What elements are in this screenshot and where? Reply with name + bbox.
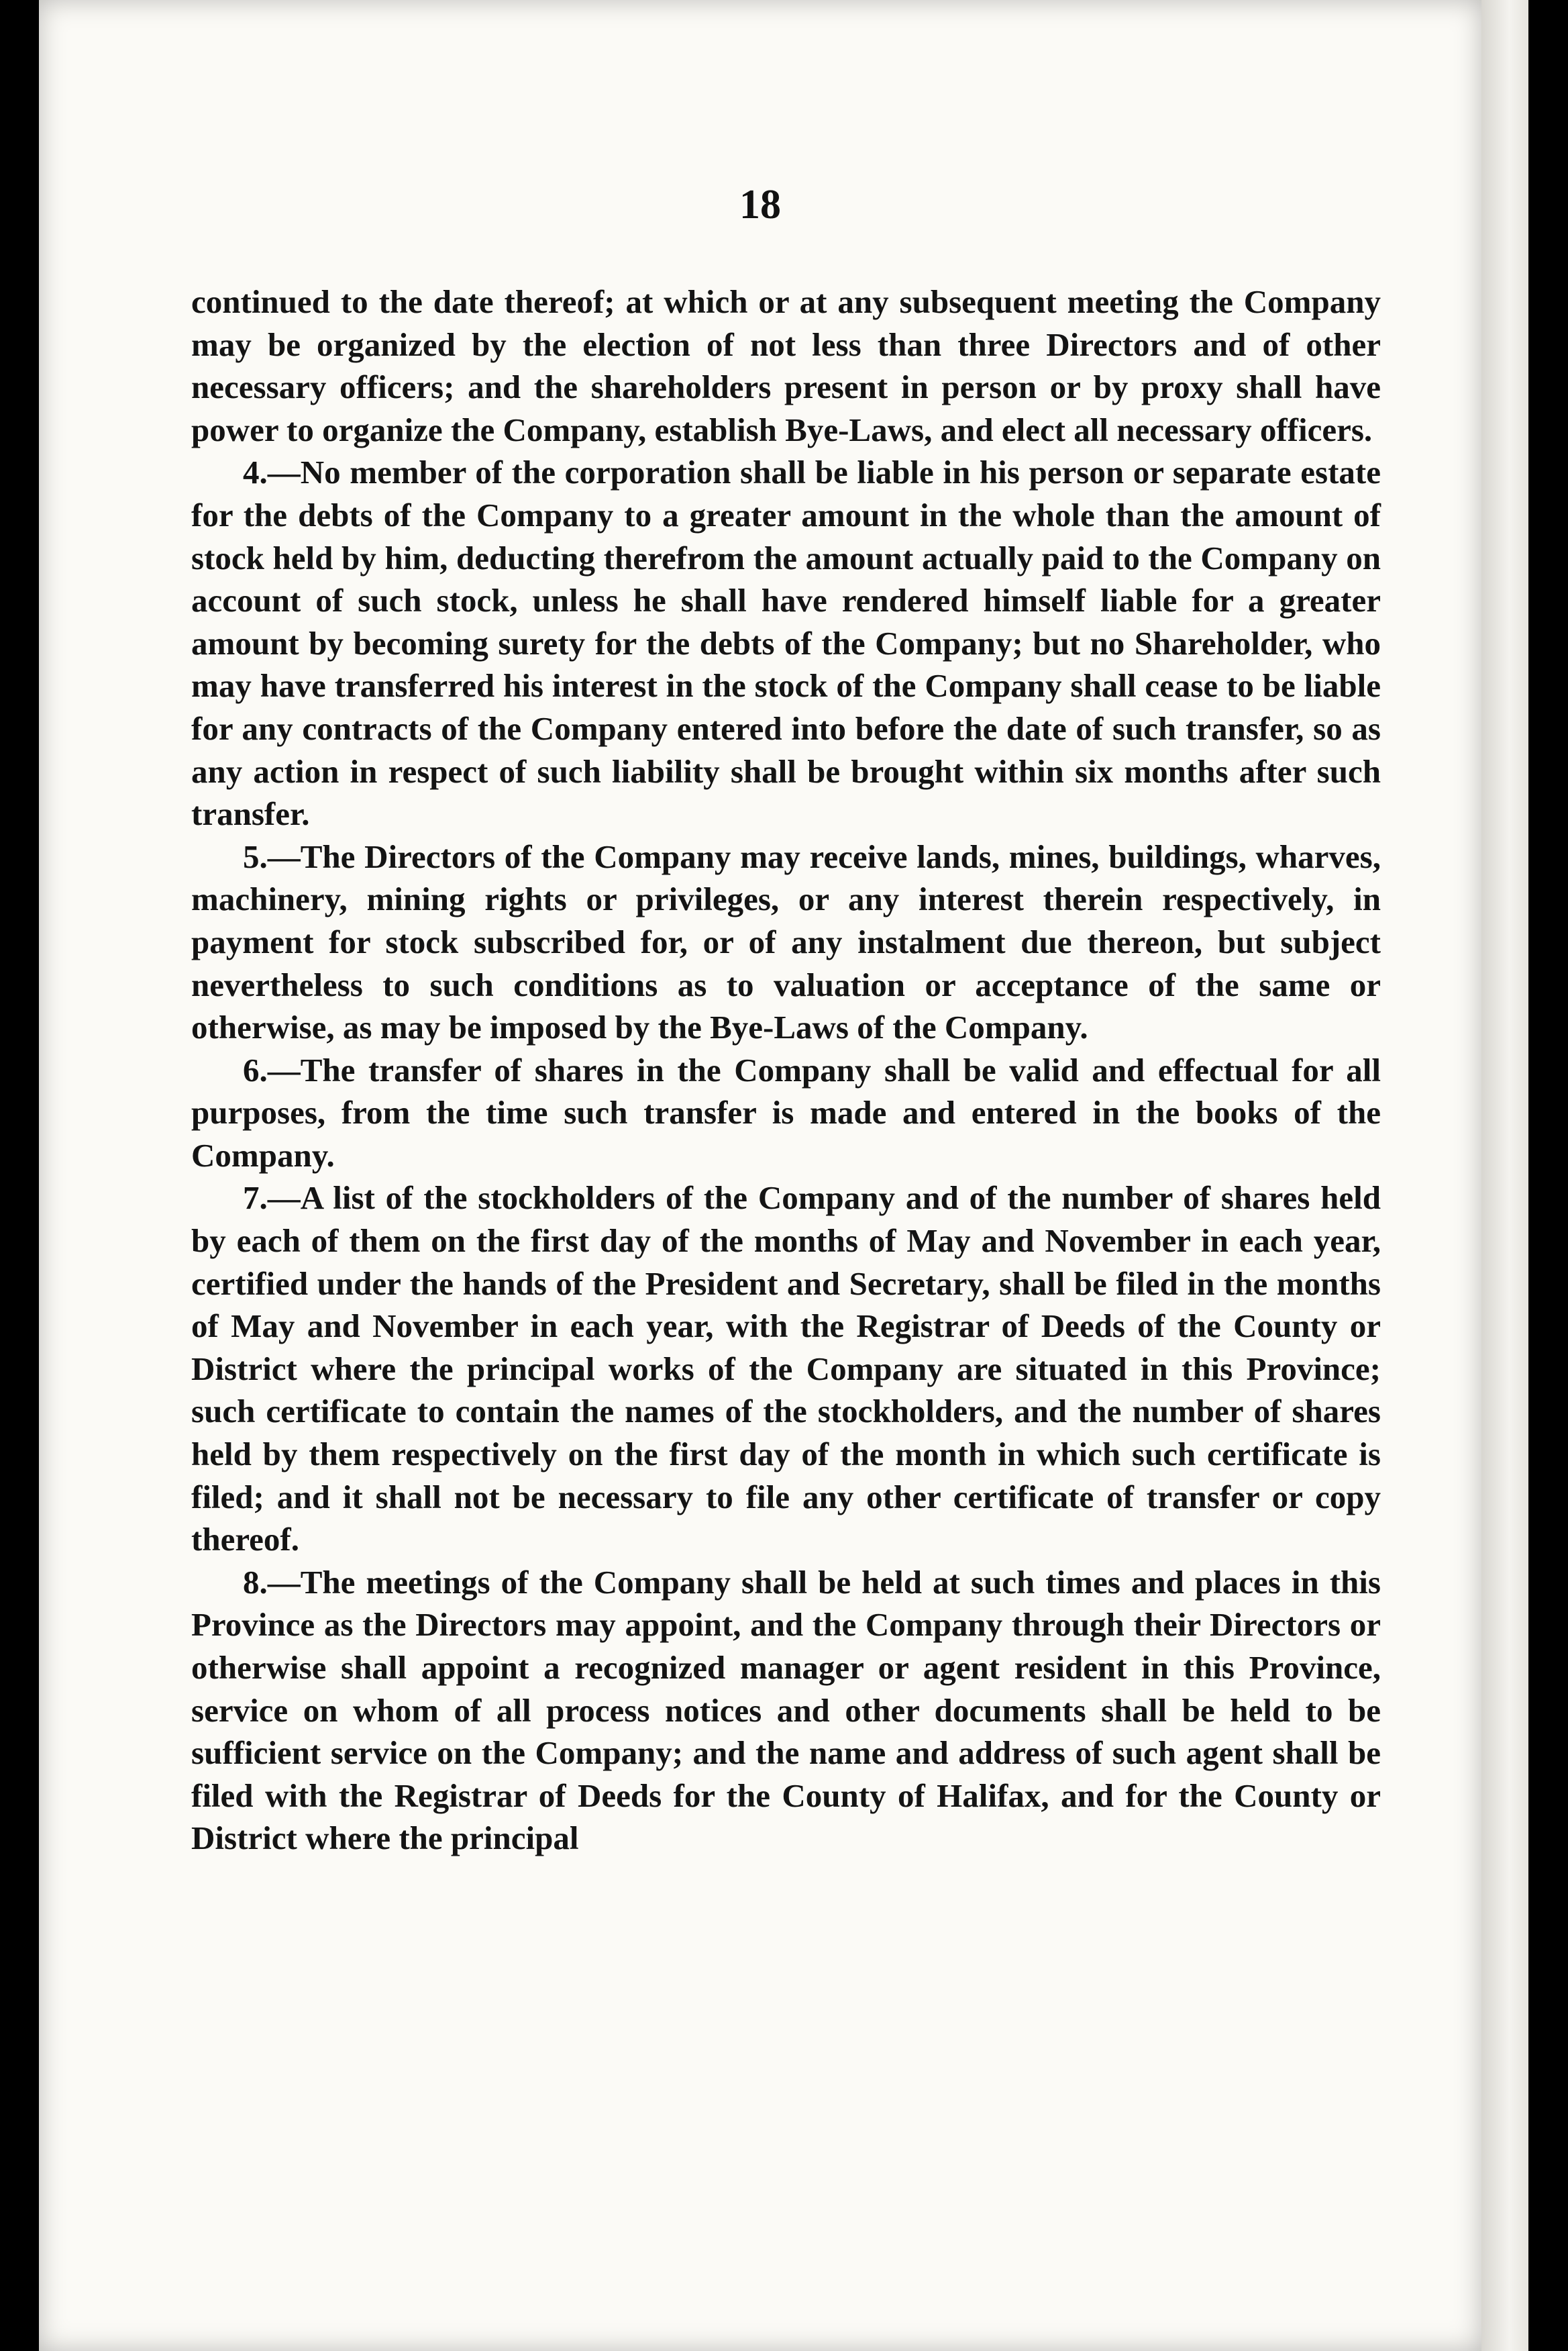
page-number: 18: [739, 182, 781, 228]
section-6: 6.—The transfer of shares in the Company shall be valid and effectual for all purposes, from the time such transfer is made and entered in the books of the Company.: [191, 1051, 1381, 1174]
body-text: [191, 281, 1381, 1860]
paragraph-continuation: continued to the date thereof; at which or at any subsequent meeting the Company may be organized by the election of not less than three Directors and of other necessary officers; and the shareholders present in person or by proxy shall have power to organize the Company, establish Bye-Laws, and elect all necessary officers.: [191, 283, 1381, 448]
document-page: [39, 0, 1481, 2351]
section-7: 7.—A list of the stockholders of the Company and of the number of shares held by each of them on the first day of the months of May and November in each year, certified under the hands of the President and Secretary, shall be filed in the months of May and November in each year, with the Registrar of Deeds of the County or District where the principal works of the Company are situated in this Province; such certificate to contain the names of the stockholders, and the number of shares held by them respectively on the first day of the month in which such certificate is filed; and it shall not be necessary to file any other certificate of transfer or copy thereof.: [191, 1179, 1381, 1558]
page-edge-shadow: [1481, 0, 1528, 2351]
section-5: 5.—The Directors of the Company may receive lands, mines, buildings, wharves, machinery, mining rights or privileges, or any interest therein respectively, in payment for stock subscribed for, or of any instalment due thereon, but subject nevertheless to such conditions as to valuation or acceptance of the same or otherwise, as may be imposed by the Bye-Laws of the Company.: [191, 838, 1381, 1046]
section-8: 8.—The meetings of the Company shall be held at such times and places in this Province as the Directors may appoint, and the Company through their Directors or otherwise shall appoint a recognized manager or agent resident in this Province, service on whom of all process notices and other documents shall be held to be sufficient service on the Company; and the name and address of such agent shall be filed with the Registrar of Deeds for the County of Halifax, and for the County or District where the principal: [191, 1563, 1381, 1857]
section-4: 4.—No member of the corporation shall be liable in his person or separate estate for the debts of the Company to a greater amount in the whole than the amount of stock held by him, deducting therefrom the amount actually paid to the Company on account of such stock, unless he shall have rendered himself liable for a greater amount by becoming surety for the debts of the Company; but no Shareholder, who may have transferred his interest in the stock of the Company shall cease to be liable for any contracts of the Company entered into before the date of such transfer, so as any action in respect of such liability shall be brought within six months after such transfer.: [191, 454, 1381, 833]
